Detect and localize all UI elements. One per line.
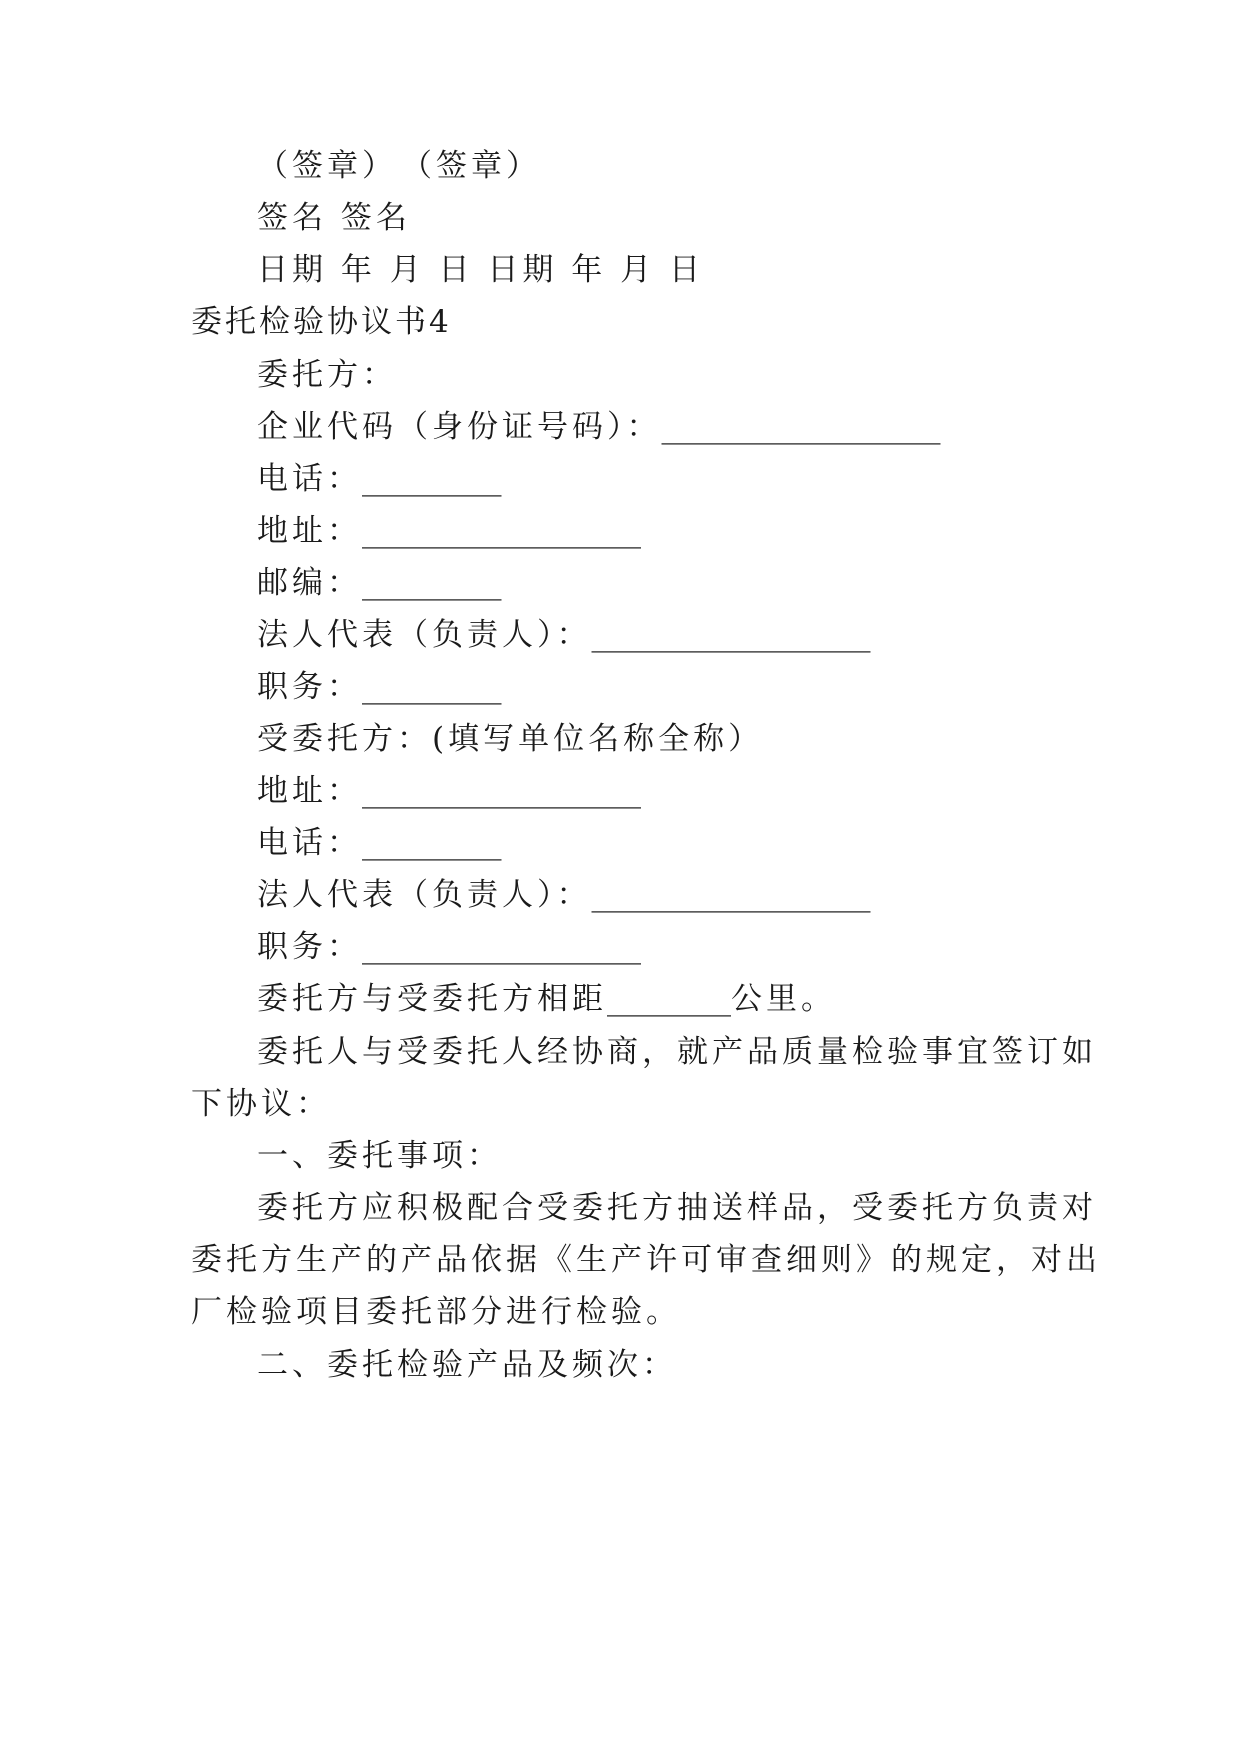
section-2-heading: 二、委托检验产品及频次： xyxy=(257,1347,677,1383)
section-1-line-2: 委托方生产的产品依据《生产许可审查细则》的规定，对出 xyxy=(191,1242,1101,1278)
client-phone-label: 电话： xyxy=(257,461,362,497)
client-address-field xyxy=(257,511,641,551)
contractor-position-blank: __________________ xyxy=(362,929,641,965)
contractor-phone-label: 电话： xyxy=(257,825,362,861)
client-rep-field xyxy=(257,615,871,655)
client-postcode-field xyxy=(257,563,502,603)
client-position-blank: _________ xyxy=(362,669,502,705)
client-position-label: 职务： xyxy=(257,669,362,705)
contractor-position-label: 职务： xyxy=(257,929,362,965)
contractor-rep-blank: __________________ xyxy=(591,877,871,913)
document-title: 委托检验协议书4 xyxy=(191,304,452,340)
client-phone-blank: _________ xyxy=(362,461,502,497)
client-postcode-label: 邮编： xyxy=(257,565,362,601)
client-code-blank: __________________ xyxy=(661,409,941,445)
signature-seal-line: （签章） （签章） xyxy=(257,148,541,184)
client-position-field xyxy=(257,667,502,707)
section-1-line-3: 厂检验项目委托部分进行检验。 xyxy=(191,1294,681,1330)
signature-name-line: 签名 签名 xyxy=(257,200,411,236)
client-postcode-blank: _________ xyxy=(362,565,502,601)
contractor-heading: 受委托方：(填写单位名称全称） xyxy=(257,721,764,757)
distance-line xyxy=(257,979,836,1019)
client-rep-blank: __________________ xyxy=(591,617,871,653)
intro-paragraph-line-1: 委托人与受委托人经协商，就产品质量检验事宜签订如 xyxy=(257,1034,1097,1070)
client-address-blank: __________________ xyxy=(362,513,641,549)
section-1-line-1: 委托方应积极配合受委托方抽送样品，受委托方负责对 xyxy=(257,1190,1097,1226)
contractor-address-blank: __________________ xyxy=(362,773,641,809)
distance-suffix: 公里。 xyxy=(731,981,836,1017)
client-code-label: 企业代码（身份证号码）： xyxy=(257,409,662,445)
distance-prefix: 委托方与受委托方相距 xyxy=(257,981,607,1017)
client-code-field xyxy=(257,407,941,447)
contractor-phone-field xyxy=(257,823,502,863)
signature-date-line: 日期 年 月 日 日期 年 月 日 xyxy=(257,252,704,288)
contractor-position-field xyxy=(257,927,641,967)
client-rep-label: 法人代表（负责人）： xyxy=(257,617,592,653)
client-heading: 委托方： xyxy=(257,357,397,393)
contractor-address-field xyxy=(257,771,641,811)
contractor-phone-blank: _________ xyxy=(362,825,502,861)
distance-blank: ________ xyxy=(607,981,731,1017)
contractor-address-label: 地址： xyxy=(257,773,362,809)
client-phone-field xyxy=(257,459,502,499)
intro-paragraph-line-2: 下协议： xyxy=(191,1086,331,1122)
contractor-rep-field xyxy=(257,875,871,915)
client-address-label: 地址： xyxy=(257,513,362,549)
section-1-heading: 一、委托事项： xyxy=(257,1138,502,1174)
contractor-rep-label: 法人代表（负责人）： xyxy=(257,877,592,913)
